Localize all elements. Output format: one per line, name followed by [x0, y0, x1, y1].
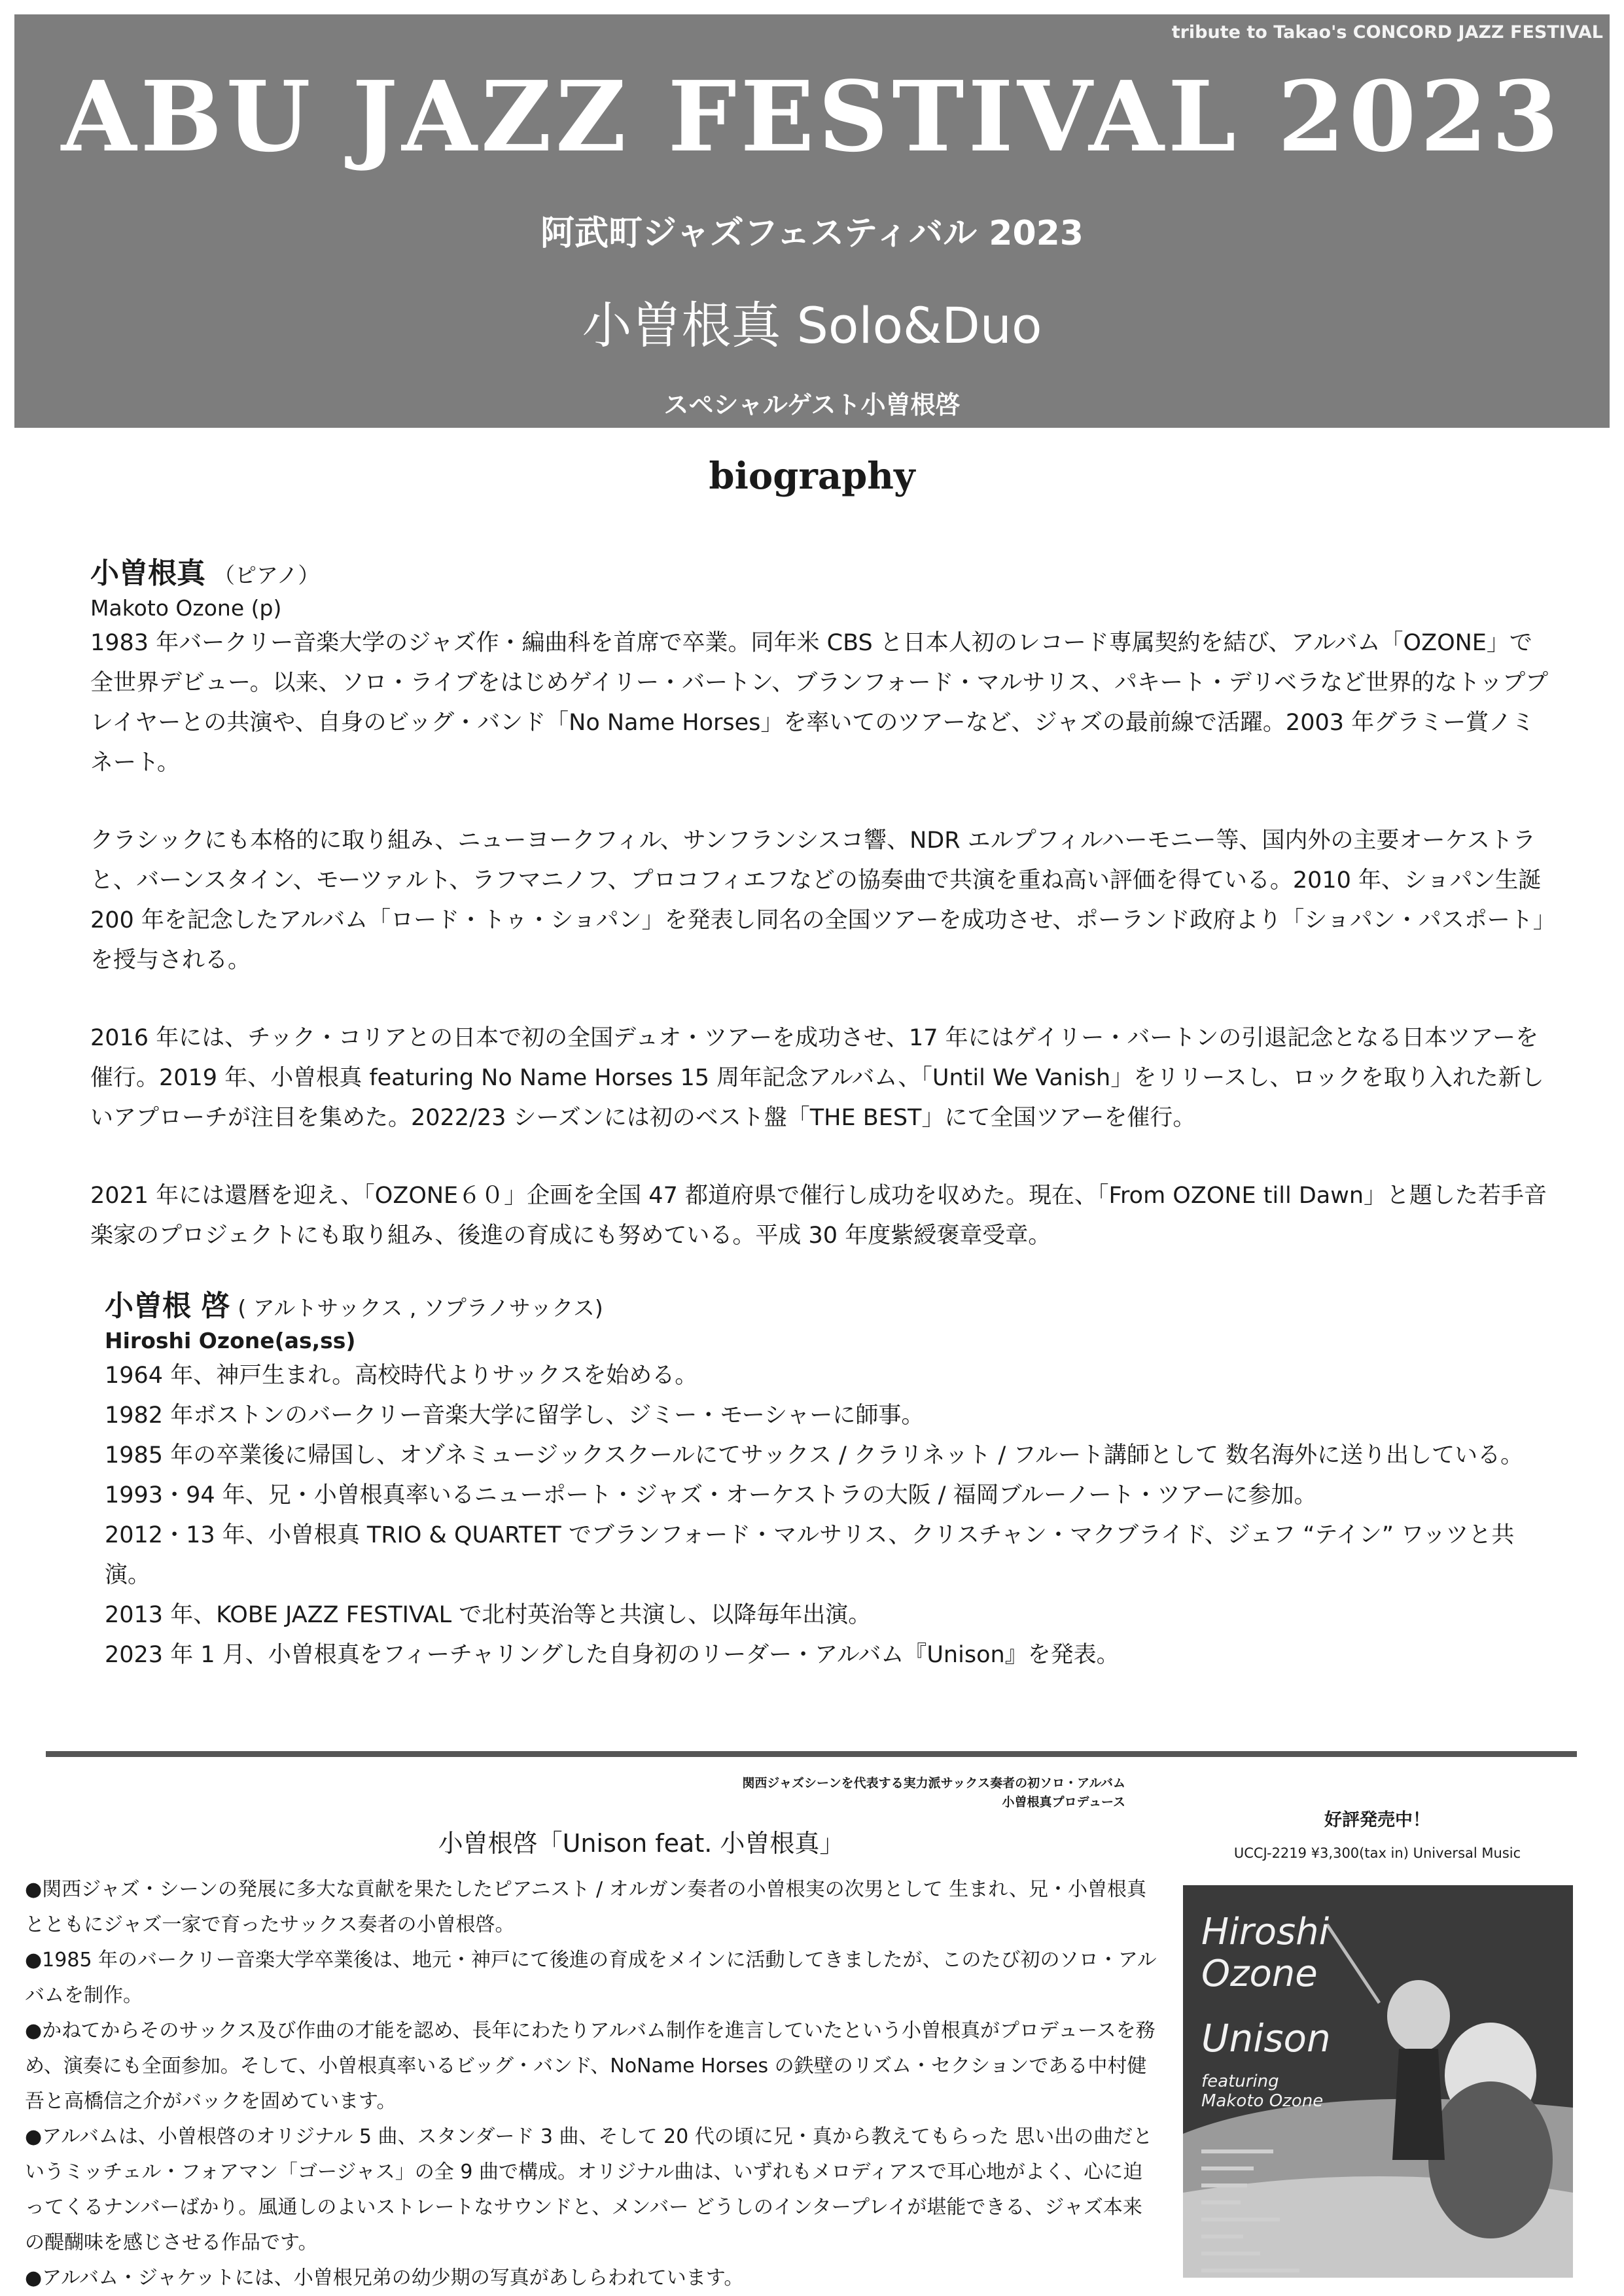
cover-artist [1201, 1911, 1329, 1995]
feature-item: ●アルバム・ジャケットには、小曽根兄弟の幼少期の写真があしらわれています。 [25, 2267, 744, 2289]
cover-featuring-label: featuring [1201, 2072, 1279, 2091]
bio-name-en: Hiroshi Ozone(as,ss) [105, 1328, 356, 1353]
bio-lines [105, 1356, 1544, 1675]
bio-line: 1993・94 年、兄・小曽根真率いるニューポート・ジャズ・オーケストラの大阪 / 福岡ブルーノート・ツアーに参加。 [105, 1482, 1317, 1508]
bio-makoto [90, 549, 1549, 1294]
bio-name-en: Makoto Ozone (p) [90, 595, 282, 621]
cover-featuring-name: Makoto Ozone [1201, 2091, 1324, 2111]
section-divider [46, 1751, 1577, 1757]
cover-tracklist [1201, 2147, 1306, 2278]
album-cover [1183, 1885, 1573, 2278]
biography-heading: biography [709, 455, 915, 498]
bio-role: （ピアノ） [213, 563, 320, 588]
cover-album-name: Unison [1201, 2016, 1331, 2061]
bio-hiroshi [105, 1282, 1544, 1675]
special-guest: スペシャルゲスト小曽根啓 [663, 391, 961, 419]
bio-paragraph: 2016 年には、チック・コリアとの日本で初の全国デュオ・ツアーを成功させ、17 年にはゲイリー・バートンの引退記念となる日本ツアーを催行。2019 年、小曽根真 featuring No Name Horses 15 周年記念アルバム、「Until We Vanish」をリリースし、ロックを取り入れた新しいアプローチが注目を集めた。2022/23 シーズンには初のベスト盤「THE BEST」にて全国ツアーを催行。 [90, 1025, 1544, 1131]
bio-paragraph: 2021 年には還暦を迎え、「OZONE６０」企画を全国 47 都道府県で催行し成功を収めた。現在、「From OZONE till Dawn」と題した若手音楽家のプロジェクトにも取り組み、後進の育成にも努めている。平成 30 年度紫綬褒章受章。 [90, 1183, 1547, 1249]
album-producer: 小曽根真プロデュース [1002, 1795, 1125, 1809]
bio-paragraph: クラシックにも本格的に取り組み、ニューヨークフィル、サンフランシスコ響、NDR エルプフィルハーモニー等、国内外の主要オーケストラと、バーンスタイン、モーツァルト、ラフマニノフ、プロコフィエフなどの協奏曲で共演を重ね高い評価を得ている。2010 年、ショパン生誕 200 年を記念したアルバム「ロード・トゥ・ショパン」を発表し同名の全国ツアーを成功させ、ポーランド政府より「ショパン・パスポート」を授与される。 [90, 827, 1545, 973]
bio-line: 1964 年、神戸生まれ。高校時代よりサックスを始める。 [105, 1363, 698, 1389]
feature-item: ●1985 年のバークリー音楽大学卒業後は、地元・神戸にて後進の育成をメインに活動してきましたが、このたび初のソロ・アルバムを制作。 [25, 1949, 1157, 2007]
cover-artist-line: Hiroshi [1201, 1911, 1330, 1953]
bio-line: 1982 年ボストンのバークリー音楽大学に留学し、ジミー・モーシャーに師事。 [105, 1402, 925, 1429]
bio-line: 2013 年、KOBE JAZZ FESTIVAL で北村英治等と共演し、以降毎年出演。 [105, 1602, 872, 1628]
album-features [25, 1872, 1157, 2296]
bio-name [105, 1282, 1544, 1324]
feature-item: ●アルバムは、小曽根啓のオリジナル 5 曲、スタンダード 3 曲、そして 20 代の頃に兄・真から教えてもらった 思い出の曲だというミッチェル・フォアマン「ゴージャス」の全 9 曲で構成。オリジナル曲は、いずれもメロディアスで耳心地がよく、心に迫ってくるナンバーばかり。風通しのよいストレートなサウンドと、メンバー どうしのインタープレイが堪能できる、ジャズ本来の醍醐味を感じさせる作品です。 [25, 2125, 1153, 2254]
cover-artist-line: Ozone [1201, 1953, 1318, 1995]
album-tagline: 関西ジャズシーンを代表する実力派サックス奏者の初ソロ・アルバム [742, 1776, 1125, 1790]
festival-title: ABU JAZZ FESTIVAL 2023 [61, 60, 1563, 173]
cover-tracklist-lines [1201, 2147, 1306, 2278]
on-sale-label: 好評発売中！ [1324, 1810, 1430, 1830]
performer-title: 小曽根真 Solo&Duo [582, 296, 1042, 355]
bio-paragraph: 1983 年バークリー音楽大学のジャズ作・編曲科を首席で卒業。同年米 CBS と日本人初のレコード専属契約を結び、アルバム「OZONE」で全世界デビュー。以来、ソロ・ライブをはじめゲイリー・バートン、ブランフォード・マルサリス、パキート・デリベラなど世界的なトッププレイヤーとの共演や、自身のビッグ・バンド「No Name Horses」を率いてのツアーなど、ジャズの最前線で活躍。2003 年グラミー賞ノミネート。 [90, 630, 1549, 776]
bio-name-text: 小曽根 啓 [105, 1289, 230, 1323]
bio-line: 2012・13 年、小曽根真 TRIO & QUARTET でブランフォード・マルサリス、クリスチャン・マクブライド、ジェフ “テイン” ワッツと共演。 [105, 1522, 1515, 1588]
bio-name-text: 小曽根真 [90, 557, 205, 590]
bio-role: ( アルトサックス , ソプラノサックス) [238, 1295, 603, 1321]
cover-featuring [1201, 2072, 1323, 2111]
bio-line: 1985 年の卒業後に帰国し、オゾネミュージックスクールにてサックス / クラリネット / フルート講師として 数名海外に送り出している。 [105, 1442, 1524, 1469]
tribute-text: tribute to Takao's CONCORD JAZZ FESTIVAL [1171, 22, 1603, 43]
catalog-info: UCCJ-2219 ¥3,300(tax in) Universal Music [1233, 1845, 1521, 1861]
feature-item: ●関西ジャズ・シーンの発展に多大な貢献を果たしたピアニスト / オルガン奏者の小曽根実の次男として 生まれ、兄・小曽根真とともにジャズ一家で育ったサックス奏者の小曽根啓。 [25, 1878, 1146, 1936]
bio-line: 2023 年 1 月、小曽根真をフィーチャリングした自身初のリーダー・アルバム『Unison』を発表。 [105, 1642, 1120, 1668]
album-title: 小曽根啓「Unison feat. 小曽根真」 [438, 1829, 845, 1858]
bio-name [90, 549, 1549, 591]
sale-info [1178, 1805, 1577, 1861]
feature-item: ●かねてからそのサックス及び作曲の才能を認め、長年にわたりアルバム制作を進言していたという小曽根真がプロデュースを務め、演奏にも全面参加。そして、小曽根真率いるビッグ・バンド、NoName Horses の鉄壁のリズム・セクションである中村健吾と高橋信之介がバックを固めています。 [25, 2019, 1156, 2113]
header-banner [14, 14, 1610, 428]
festival-title-jp: 阿武町ジャズフェスティバル 2023 [540, 214, 1084, 253]
